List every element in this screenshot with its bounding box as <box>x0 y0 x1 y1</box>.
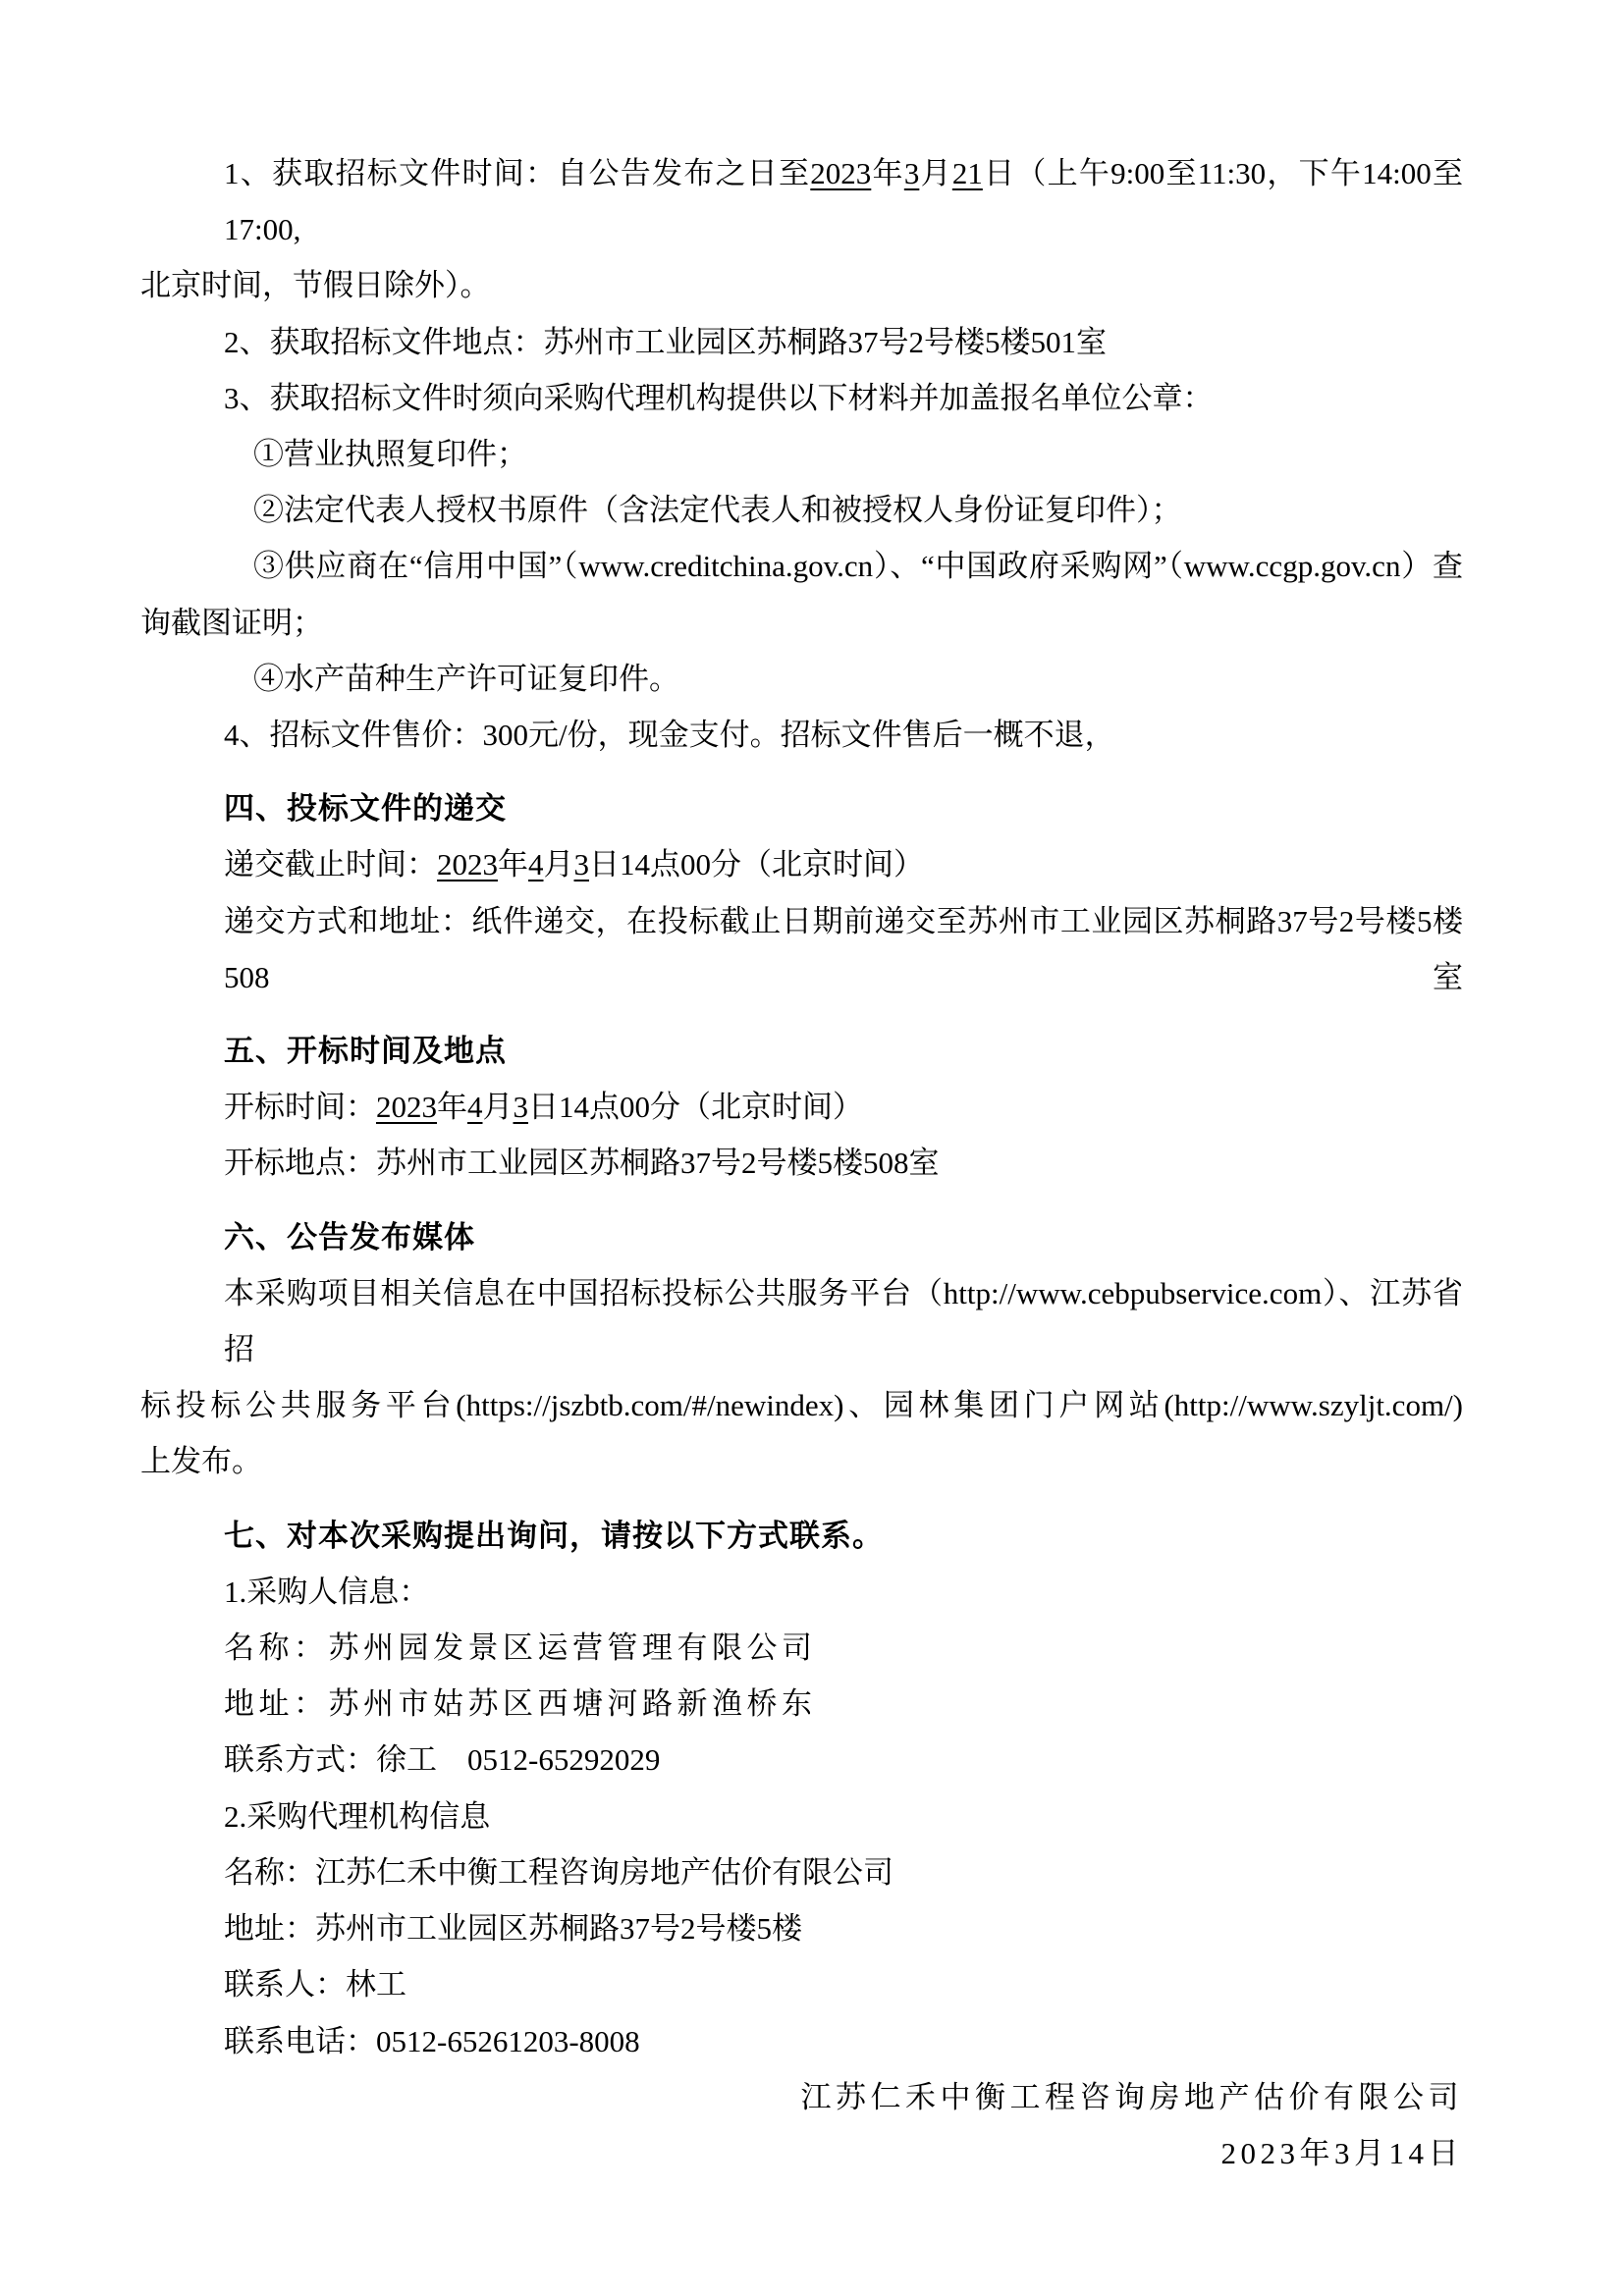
purchaser-address <box>140 1676 1463 1732</box>
heading-section-7 <box>140 1508 1463 1564</box>
submission-deadline <box>140 836 1463 892</box>
submission-deadline-underlined-date-part: 3 <box>573 847 589 882</box>
bid-opening-location <box>140 1135 1463 1191</box>
agency-name-text: 名称：江苏仁禾中衡工程咨询房地产估价有限公司 <box>224 1854 893 1890</box>
purchaser-contact <box>140 1732 1463 1788</box>
material-4-aquatic-license <box>140 651 1463 707</box>
obtain-docs-time-line1 <box>140 145 1463 257</box>
announcement-media-line3 <box>140 1433 1463 1489</box>
obtain-docs-time-line1-text: 日（上午9:00至11:30，下午14:00至17:00, <box>224 156 1464 247</box>
agency-contact-phone <box>140 2013 1463 2069</box>
agency-contact-person <box>140 1956 1463 2012</box>
signature-date <box>140 2125 1463 2181</box>
document-body <box>140 145 1463 2181</box>
signature-date-text: 2023年3月14日 <box>1220 2135 1463 2170</box>
announcement-media-line1-text: 本采购项目相关信息在中国招标投标公共服务平台（http://www.cebpubservice.com）、江苏省招 <box>224 1275 1463 1367</box>
signature-company <box>140 2069 1463 2125</box>
obtain-docs-time-line1-text: 月 <box>919 156 952 190</box>
obtain-docs-time-line2-text: 北京时间，节假日除外）。 <box>140 268 491 303</box>
obtain-docs-materials-intro-text: 3、获取招标文件时须向采购代理机构提供以下材料并加盖报名单位公章： <box>224 380 1214 415</box>
announcement-media-line2 <box>140 1377 1463 1433</box>
heading-section-5 <box>140 1023 1463 1079</box>
agency-contact-person-text: 联系人：林工 <box>224 1967 406 2002</box>
material-4-aquatic-license-text: ④水产苗种生产许可证复印件。 <box>253 661 679 696</box>
bid-opening-time-text: 月 <box>482 1090 514 1125</box>
obtain-docs-time-line2 <box>140 257 1463 313</box>
obtain-docs-time-line1-underlined-date-part: 2023 <box>810 156 872 190</box>
obtain-docs-location-text: 2、获取招标文件地点：苏州市工业园区苏桐路37号2号楼5楼501室 <box>224 324 1107 359</box>
heading-section-6 <box>140 1209 1463 1265</box>
obtain-docs-location <box>140 314 1463 370</box>
submission-deadline-text: 递交截止时间： <box>224 847 437 882</box>
submission-deadline-text: 年 <box>498 847 528 882</box>
purchaser-info-title <box>140 1564 1463 1620</box>
submission-deadline-underlined-date-part: 2023 <box>437 847 498 882</box>
submission-deadline-text: 月 <box>543 847 574 882</box>
heading-section-4 <box>140 780 1463 836</box>
doc-price <box>140 707 1463 763</box>
material-3-credit-screenshot-line1 <box>140 538 1463 594</box>
submission-deadline-text: 日14点00分（北京时间） <box>589 847 924 882</box>
purchaser-name <box>140 1620 1463 1676</box>
heading-section-4-text: 四、投标文件的递交 <box>224 791 507 827</box>
obtain-docs-time-line1-underlined-date-part: 21 <box>951 156 983 190</box>
agency-name <box>140 1844 1463 1900</box>
bid-opening-time-underlined-date-part: 4 <box>467 1090 483 1125</box>
obtain-docs-time-line1-text: 1、获取招标文件时间：自公告发布之日至 <box>224 156 811 190</box>
purchaser-name-text: 名称：苏州园发景区运营管理有限公司 <box>224 1630 817 1666</box>
bid-opening-time-text: 开标时间： <box>224 1090 376 1125</box>
material-3-credit-screenshot-line1-text: ③供应商在“信用中国”（www.creditchina.gov.cn）、“中国政府采购网”（www.ccgp.gov.cn）查 <box>253 549 1463 584</box>
material-3-credit-screenshot-line2 <box>140 595 1463 651</box>
agency-info-title <box>140 1789 1463 1844</box>
material-2-authorization-text: ②法定代表人授权书原件（含法定代表人和被授权人身份证复印件）； <box>253 493 1182 528</box>
obtain-docs-time-line1-underlined-date-part: 3 <box>903 156 920 190</box>
material-1-business-license-text: ①营业执照复印件； <box>253 437 527 472</box>
bid-opening-time <box>140 1079 1463 1135</box>
material-2-authorization <box>140 482 1463 538</box>
agency-address <box>140 1900 1463 1956</box>
doc-price-text: 4、招标文件售价：300元/份，现金支付。招标文件售后一概不退， <box>224 718 1115 753</box>
bid-opening-time-text: 年 <box>437 1090 467 1125</box>
announcement-media-line1 <box>140 1265 1463 1377</box>
material-1-business-license <box>140 426 1463 482</box>
purchaser-contact-text: 联系方式：徐工 0512-65292029 <box>224 1742 661 1778</box>
material-3-credit-screenshot-line2-text: 询截图证明； <box>140 605 323 640</box>
submission-method-address-text: 递交方式和地址：纸件递交，在投标截止日期前递交至苏州市工业园区苏桐路37号2号楼5楼508室 <box>224 903 1463 994</box>
submission-deadline-underlined-date-part: 4 <box>528 847 544 882</box>
purchaser-address-text: 地址：苏州市姑苏区西塘河路新渔桥东 <box>224 1686 817 1722</box>
announcement-media-line3-text: 上发布。 <box>140 1444 262 1479</box>
agency-address-text: 地址：苏州市工业园区苏桐路37号2号楼5楼 <box>224 1911 802 1947</box>
agency-contact-phone-text: 联系电话：0512-65261203-8008 <box>224 2023 640 2058</box>
purchaser-info-title-text: 1.采购人信息： <box>224 1574 430 1609</box>
bid-opening-time-underlined-date-part: 3 <box>513 1090 528 1125</box>
heading-section-6-text: 六、公告发布媒体 <box>224 1219 475 1255</box>
bid-opening-location-text: 开标地点：苏州市工业园区苏桐路37号2号楼5楼508室 <box>224 1146 940 1181</box>
heading-section-5-text: 五、开标时间及地点 <box>224 1034 507 1069</box>
signature-company-text: 江苏仁禾中衡工程咨询房地产估价有限公司 <box>800 2079 1463 2114</box>
obtain-docs-materials-intro <box>140 370 1463 426</box>
obtain-docs-time-line1-text: 年 <box>871 156 904 190</box>
agency-info-title-text: 2.采购代理机构信息 <box>224 1798 491 1834</box>
announcement-media-line2-text: 标投标公共服务平台(https://jszbtb.com/#/newindex)、园林集团门户网站(http://www.szyljt.com/) <box>140 1388 1463 1423</box>
heading-section-7-text: 七、对本次采购提出询问，请按以下方式联系。 <box>224 1518 884 1553</box>
bid-opening-time-underlined-date-part: 2023 <box>376 1090 437 1125</box>
bid-opening-time-text: 日14点00分（北京时间） <box>528 1090 863 1125</box>
submission-method-address <box>140 893 1463 1005</box>
